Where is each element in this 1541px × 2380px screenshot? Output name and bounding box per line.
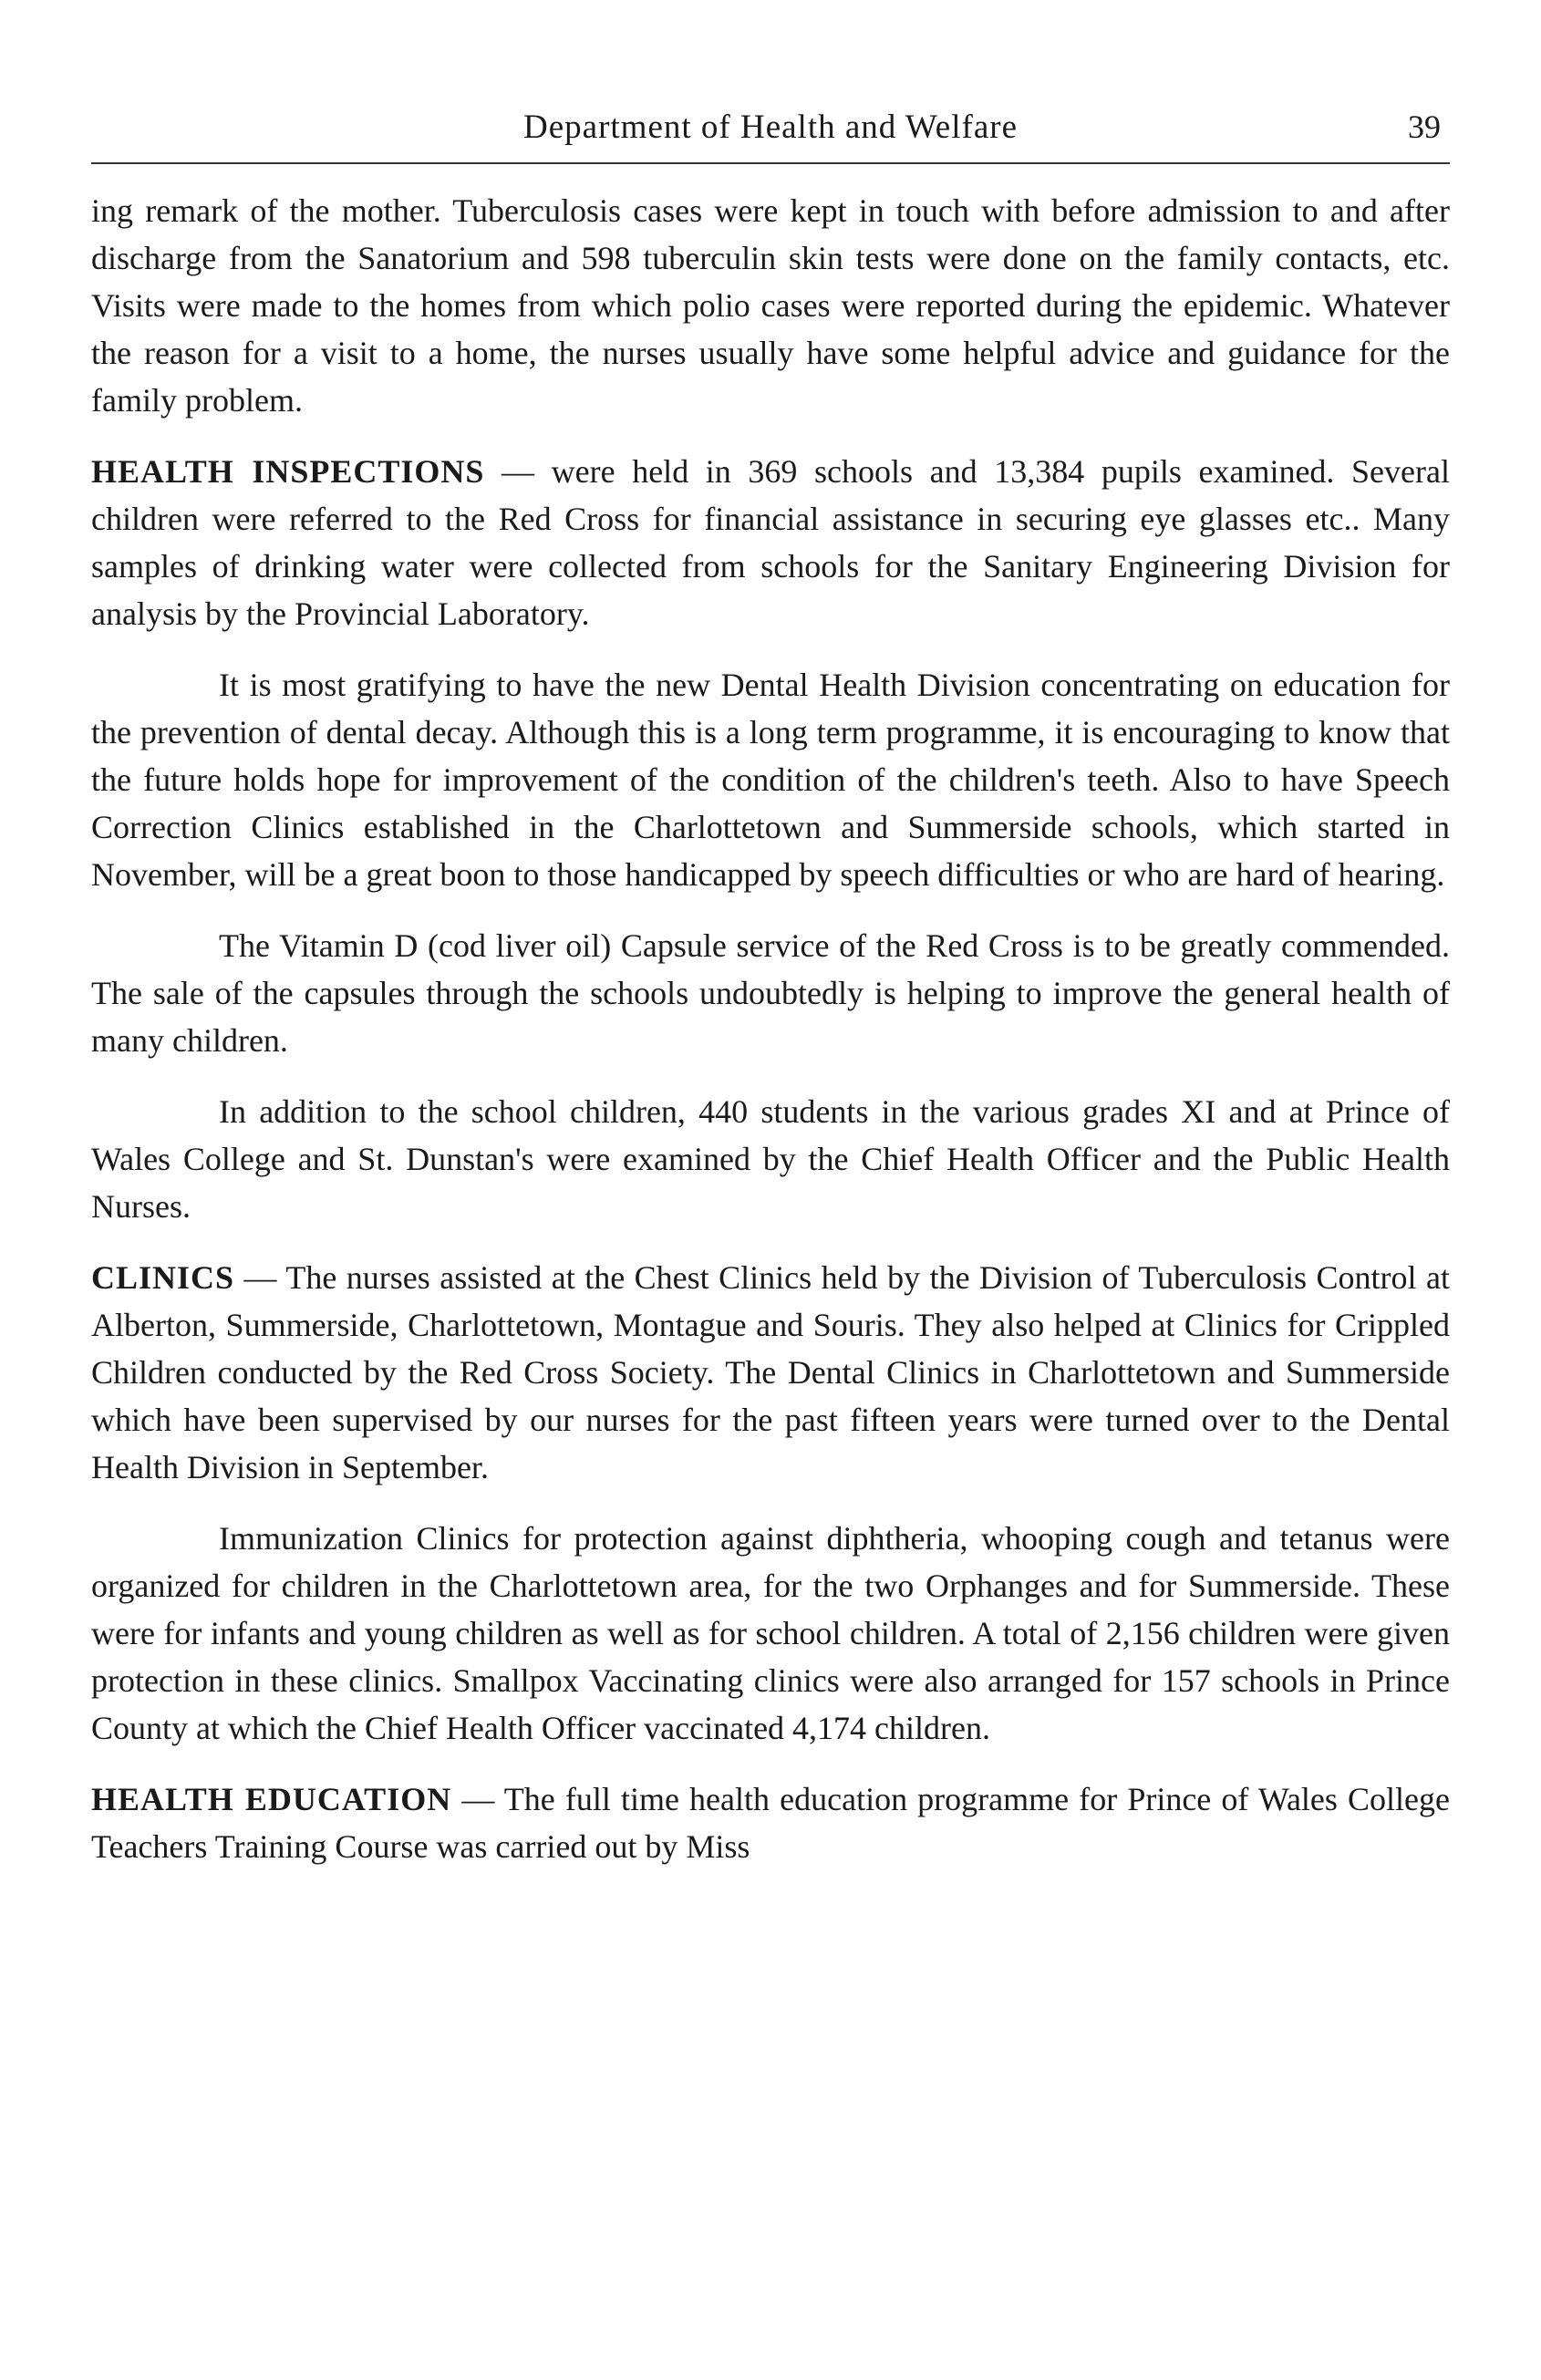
running-head: Department of Health and Welfare <box>523 109 1018 146</box>
health-education-text: — The full time health education programme for Prince of Wales College Teachers Training Course was carried out by Miss <box>91 1781 1450 1865</box>
page-number: 39 <box>1408 109 1441 145</box>
paragraph-tuberculosis-visits: ing remark of the mother. Tuberculosis cases were kept in touch with before admission to and after discharge from the Sanatorium and 598 tuberculin skin tests were done on the family contacts, etc. Visits were made to the homes from which polio cases were reported during the epidemic. Whatever the reason for a visit to a home, the nurses usually have some helpful advice and guidance for the family problem. <box>91 192 1450 419</box>
page-header <box>91 108 1450 164</box>
health-inspections-text: — were held in 369 schools and 13,384 pupils examined. Several children were referred to the Red Cross for financial assistance in securing eye glasses etc.. Many samples of drinking water were collected from schools for the Sanitary Engineering Division for analysis by the Provincial Laboratory. <box>91 453 1450 632</box>
page-body <box>91 187 1450 1870</box>
paragraph-vitamin-d: The Vitamin D (cod liver oil) Capsule service of the Red Cross is to be greatly commended. The sale of the capsules through the schools undoubtedly is helping to improve the general health of many children. <box>91 927 1450 1059</box>
section-heading-health-education: HEALTH EDUCATION <box>91 1781 452 1817</box>
clinics-text: — The nurses assisted at the Chest Clinics held by the Division of Tuberculosis Control at Alberton, Summerside, Charlottetown, Montague and Souris. They also helped at Clinics for Crippled Children conducted by the Red Cross Society. The Dental Clinics in Charlottetown and Summerside which have been supervised by our nurses for the past fifteen years were turned over to the Dental Health Division in September. <box>91 1259 1450 1485</box>
section-heading-clinics: CLINICS <box>91 1259 235 1296</box>
paragraph-health-inspections <box>91 448 1450 637</box>
paragraph-dental-health: It is most gratifying to have the new Dental Health Division concentrating on education for the prevention of dental decay. Although this is a long term programme, it is encouraging to know that the future holds hope for improvement of the condition of the children's teeth. Also to have Speech Correction Clinics established in the Charlottetown and Summerside schools, which started in November, will be a great boon to those handicapped by speech difficulties or who are hard of hearing. <box>91 667 1450 893</box>
paragraph-immunization: Immunization Clinics for protection against diphtheria, whooping cough and tetanus were organized for children in the Charlottetown area, for the two Orphanges and for Summerside. These were for infants and young children as well as for school children. A total of 2,156 children were given protection in these clinics. Smallpox Vaccinating clinics were also arranged for 157 schools in Prince County at which the Chief Health Officer vaccinated 4,174 children. <box>91 1520 1450 1746</box>
section-heading-health-inspections: HEALTH INSPECTIONS <box>91 453 485 490</box>
paragraph-clinics <box>91 1254 1450 1491</box>
paragraph-health-education <box>91 1775 1450 1870</box>
paragraph-students-examined: In addition to the school children, 440 students in the various grades XI and at Prince of Wales College and St. Dunstan's were examined by the Chief Health Officer and the Public Health Nurses. <box>91 1093 1450 1225</box>
